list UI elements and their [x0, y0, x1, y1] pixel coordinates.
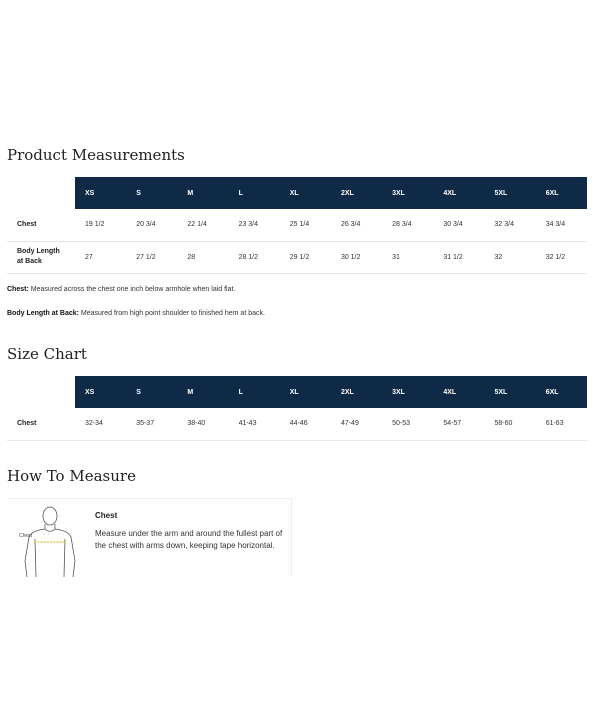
table-cell: 30 1/2 — [331, 241, 382, 273]
size-header-6xl: 6XL — [536, 177, 587, 209]
note-text: Measured from high point shoulder to finished hem at back. — [78, 310, 265, 317]
table-cell: 47-49 — [331, 408, 382, 440]
size-header-m: M — [177, 177, 228, 209]
size-header-5xl: 5XL — [485, 177, 536, 209]
size-header-xs: XS — [75, 177, 126, 209]
table-cell: 32-34 — [75, 408, 126, 440]
header-blank-cell — [7, 376, 75, 408]
torso-outline-icon — [15, 503, 85, 577]
table-row — [7, 408, 587, 440]
table-cell: 28 1/2 — [229, 241, 280, 273]
size-header-l: L — [229, 376, 280, 408]
note-term: Chest: — [7, 286, 29, 293]
size-header-s: S — [126, 376, 177, 408]
table-row — [7, 209, 587, 241]
row-label-chest: Chest — [7, 209, 75, 241]
product-measurements-header-row — [7, 177, 587, 209]
note-term: Body Length at Back: — [7, 310, 79, 317]
table-cell: 28 — [177, 241, 228, 273]
size-header-2xl: 2XL — [331, 177, 382, 209]
table-cell: 61-63 — [536, 408, 587, 440]
measure-item-description: Measure under the arm and around the fullest part of the chest with arms down, keeping tape horizontal. — [95, 529, 283, 550]
size-chart-title: Size Chart — [7, 345, 87, 363]
size-header-xl: XL — [280, 177, 331, 209]
how-to-measure-card — [7, 498, 292, 576]
size-header-l: L — [229, 177, 280, 209]
table-cell: 32 1/2 — [536, 241, 587, 273]
body-length-note — [7, 310, 265, 317]
table-cell: 27 1/2 — [126, 241, 177, 273]
size-header-6xl: 6XL — [536, 376, 587, 408]
size-header-5xl: 5XL — [485, 376, 536, 408]
table-cell: 25 1/4 — [280, 209, 331, 241]
row-label-chest: Chest — [7, 408, 75, 440]
product-measurements-table-wrap — [7, 177, 587, 274]
size-header-xl: XL — [280, 376, 331, 408]
table-row — [7, 241, 587, 273]
size-chart-header-row — [7, 376, 587, 408]
table-cell: 31 — [382, 241, 433, 273]
table-cell: 35-37 — [126, 408, 177, 440]
header-blank-cell — [7, 177, 75, 209]
note-text: Measured across the chest one inch below armhole when laid flat. — [28, 286, 236, 293]
row-label-body-length — [7, 241, 75, 273]
size-chart-table — [7, 376, 587, 441]
table-cell: 38-40 — [177, 408, 228, 440]
size-header-m: M — [177, 376, 228, 408]
size-header-3xl: 3XL — [382, 376, 433, 408]
row-label-line: Body Length — [17, 248, 60, 255]
table-cell: 50-53 — [382, 408, 433, 440]
size-header-4xl: 4XL — [433, 376, 484, 408]
size-chart-table-wrap — [7, 376, 587, 441]
how-to-measure-title: How To Measure — [7, 467, 136, 485]
table-cell: 29 1/2 — [280, 241, 331, 273]
size-header-2xl: 2XL — [331, 376, 382, 408]
table-cell: 58-60 — [485, 408, 536, 440]
chest-note — [7, 286, 235, 293]
table-cell: 44-46 — [280, 408, 331, 440]
measure-item-title: Chest — [95, 511, 118, 520]
product-measurements-table — [7, 177, 587, 274]
table-cell: 41-43 — [229, 408, 280, 440]
table-cell: 34 3/4 — [536, 209, 587, 241]
size-header-4xl: 4XL — [433, 177, 484, 209]
table-cell: 32 — [485, 241, 536, 273]
table-cell: 26 3/4 — [331, 209, 382, 241]
size-header-s: S — [126, 177, 177, 209]
table-cell: 20 3/4 — [126, 209, 177, 241]
size-header-3xl: 3XL — [382, 177, 433, 209]
row-label-line: at Back — [17, 258, 42, 265]
table-cell: 19 1/2 — [75, 209, 126, 241]
table-cell: 28 3/4 — [382, 209, 433, 241]
size-header-xs: XS — [75, 376, 126, 408]
table-cell: 30 3/4 — [433, 209, 484, 241]
table-cell: 27 — [75, 241, 126, 273]
table-cell: 31 1/2 — [433, 241, 484, 273]
table-cell: 54-57 — [433, 408, 484, 440]
table-cell: 22 1/4 — [177, 209, 228, 241]
table-cell: 23 3/4 — [229, 209, 280, 241]
figure-label: Chest — [19, 533, 33, 539]
table-cell: 32 3/4 — [485, 209, 536, 241]
product-measurements-title: Product Measurements — [7, 146, 185, 164]
